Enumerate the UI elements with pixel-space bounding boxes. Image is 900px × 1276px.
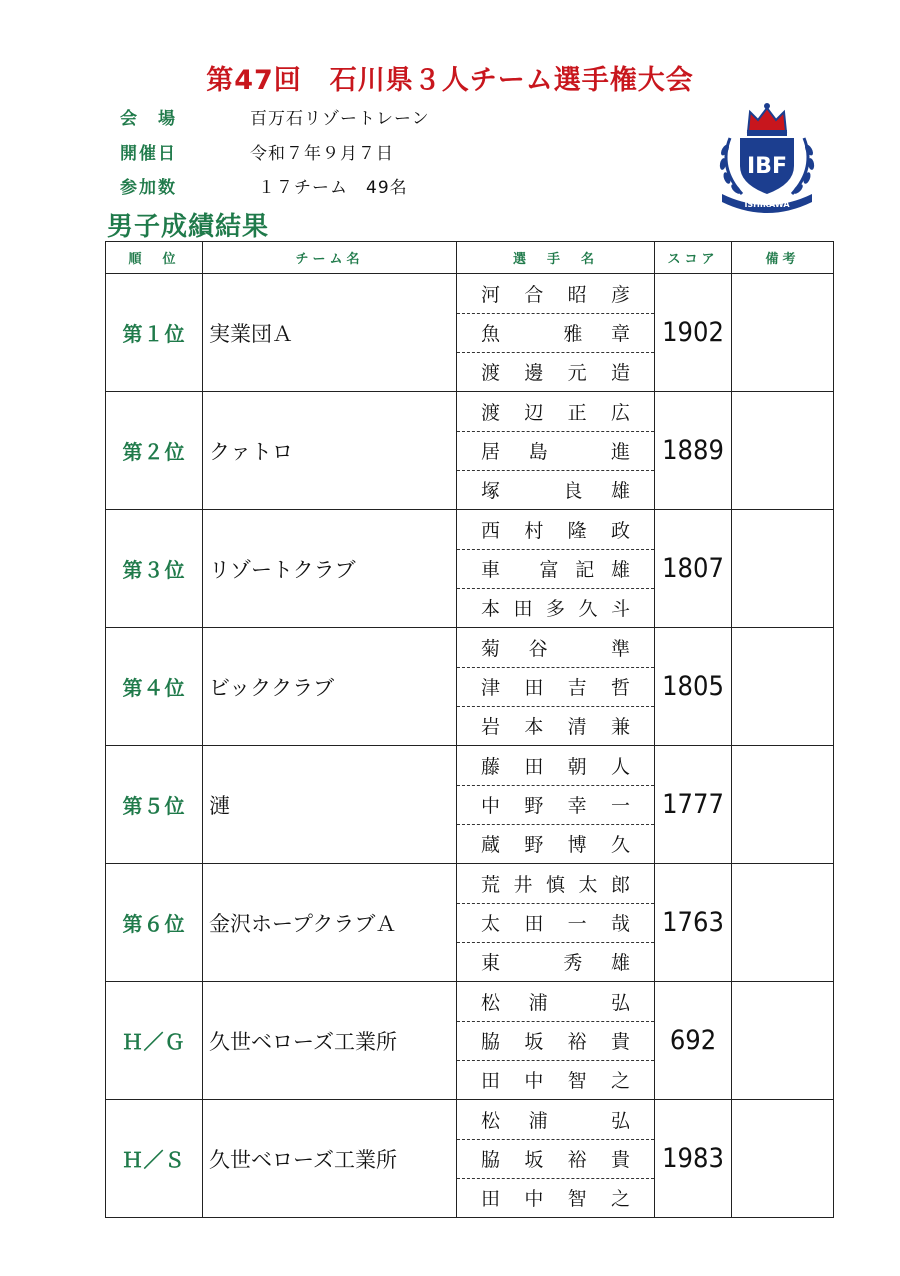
note-cell	[732, 392, 834, 510]
score-cell: 1902	[655, 274, 732, 392]
score-cell: 1807	[655, 510, 732, 628]
player-name	[457, 667, 654, 706]
rank-cell: 第３位	[106, 510, 203, 628]
table-row	[106, 392, 834, 510]
player-name-text: 松 浦 弘	[481, 1110, 630, 1132]
score-cell: 1889	[655, 392, 732, 510]
player-name	[457, 785, 654, 824]
date-label: 開催日	[120, 144, 177, 164]
svg-text:ISHIKAWA: ISHIKAWA	[744, 200, 790, 209]
table-row	[106, 510, 834, 628]
player-name-text: 田 中 智 之	[481, 1188, 630, 1210]
team-name-cell: リゾートクラブ	[203, 510, 457, 628]
rank-cell: 第５位	[106, 746, 203, 864]
table-row	[106, 864, 834, 982]
player-name	[457, 1060, 654, 1099]
player-name-text: 脇 坂 裕 貴	[481, 1149, 630, 1171]
note-cell	[732, 510, 834, 628]
players-cell	[457, 392, 655, 510]
player-name-text: 松 浦 弘	[481, 992, 630, 1014]
player-name-text: 渡 辺 正 広	[481, 402, 630, 424]
player-name-text: 河 合 昭 彦	[481, 284, 630, 306]
team-name-cell: 実業団Ａ	[203, 274, 457, 392]
player-name-text: 岩 本 清 兼	[481, 716, 630, 738]
player-name-text: 中 野 幸 一	[481, 795, 630, 817]
header-players: 選 手 名	[457, 242, 655, 274]
player-name-text: 西 村 隆 政	[481, 520, 630, 542]
note-cell	[732, 1100, 834, 1218]
team-name-cell: 久世ベローズ工業所	[203, 1100, 457, 1218]
player-name	[457, 824, 654, 863]
rank-cell: 第６位	[106, 864, 203, 982]
player-name-text: 魚 雅 章	[481, 323, 630, 345]
rank-cell: 第１位	[106, 274, 203, 392]
player-name	[457, 393, 654, 431]
player-name	[457, 275, 654, 313]
player-name-text: 塚 良 雄	[481, 480, 630, 502]
player-name	[457, 352, 654, 391]
header-rank: 順 位	[106, 242, 203, 274]
player-name-text: 東 秀 雄	[481, 952, 630, 974]
players-cell	[457, 746, 655, 864]
players-cell	[457, 1100, 655, 1218]
header-team: チーム名	[203, 242, 457, 274]
page-title: 第47回 石川県３人チーム選手権大会	[206, 65, 694, 96]
team-name-cell: ビッククラブ	[203, 628, 457, 746]
player-name-text: 津 田 吉 哲	[481, 677, 630, 699]
player-name-text: 蔵 野 博 久	[481, 834, 630, 856]
player-name	[457, 747, 654, 785]
count-value: １７チーム 49名	[258, 178, 408, 198]
table-row	[106, 746, 834, 864]
player-name	[457, 903, 654, 942]
player-name-text: 荒 井 慎 太 郎	[481, 874, 630, 896]
player-name	[457, 1139, 654, 1178]
team-name-cell: クァトロ	[203, 392, 457, 510]
note-cell	[732, 628, 834, 746]
section-heading: 男子成績結果	[107, 212, 270, 242]
player-name-text: 本 田 多 久 斗	[481, 598, 630, 620]
venue-label: 会 場	[120, 109, 177, 129]
header-note: 備考	[732, 242, 834, 274]
players-cell	[457, 274, 655, 392]
venue-value: 百万石リゾートレーン	[250, 109, 430, 129]
team-name-cell: 漣	[203, 746, 457, 864]
player-name	[457, 1021, 654, 1060]
table-row	[106, 274, 834, 392]
rank-cell: Ｈ／Ｓ	[106, 1100, 203, 1218]
players-cell	[457, 982, 655, 1100]
player-name	[457, 1178, 654, 1217]
player-name-text: 居 島 進	[481, 441, 630, 463]
player-name	[457, 588, 654, 627]
date-value: 令和７年９月７日	[250, 144, 394, 164]
score-cell: 1983	[655, 1100, 732, 1218]
player-name	[457, 313, 654, 352]
player-name-text: 渡 邊 元 造	[481, 362, 630, 384]
team-name-cell: 金沢ホープクラブＡ	[203, 864, 457, 982]
player-name	[457, 706, 654, 745]
team-name-cell: 久世ベローズ工業所	[203, 982, 457, 1100]
player-name	[457, 549, 654, 588]
score-cell: 1777	[655, 746, 732, 864]
count-label: 参加数	[120, 178, 177, 198]
score-cell: 692	[655, 982, 732, 1100]
player-name-text: 太 田 一 哉	[481, 913, 630, 935]
table-row	[106, 982, 834, 1100]
player-name-text: 田 中 智 之	[481, 1070, 630, 1092]
player-name-text: 藤 田 朝 人	[481, 756, 630, 778]
players-cell	[457, 864, 655, 982]
player-name	[457, 983, 654, 1021]
player-name	[457, 1101, 654, 1139]
player-name	[457, 629, 654, 667]
rank-cell: 第２位	[106, 392, 203, 510]
note-cell	[732, 274, 834, 392]
players-cell	[457, 628, 655, 746]
player-name	[457, 865, 654, 903]
players-cell	[457, 510, 655, 628]
results-table	[105, 241, 834, 1218]
player-name-text: 車 富 記 雄	[481, 559, 630, 581]
note-cell	[732, 746, 834, 864]
rank-cell: Ｈ／Ｇ	[106, 982, 203, 1100]
player-name	[457, 431, 654, 470]
table-row	[106, 1100, 834, 1218]
player-name	[457, 942, 654, 981]
player-name	[457, 470, 654, 509]
table-row	[106, 628, 834, 746]
rank-cell: 第４位	[106, 628, 203, 746]
ibf-logo	[712, 98, 822, 216]
note-cell	[732, 864, 834, 982]
player-name-text: 脇 坂 裕 貴	[481, 1031, 630, 1053]
header-score: スコア	[655, 242, 732, 274]
score-cell: 1805	[655, 628, 732, 746]
svg-text:IBF: IBF	[747, 154, 787, 179]
note-cell	[732, 982, 834, 1100]
score-cell: 1763	[655, 864, 732, 982]
player-name-text: 菊 谷 準	[481, 638, 630, 660]
player-name	[457, 511, 654, 549]
